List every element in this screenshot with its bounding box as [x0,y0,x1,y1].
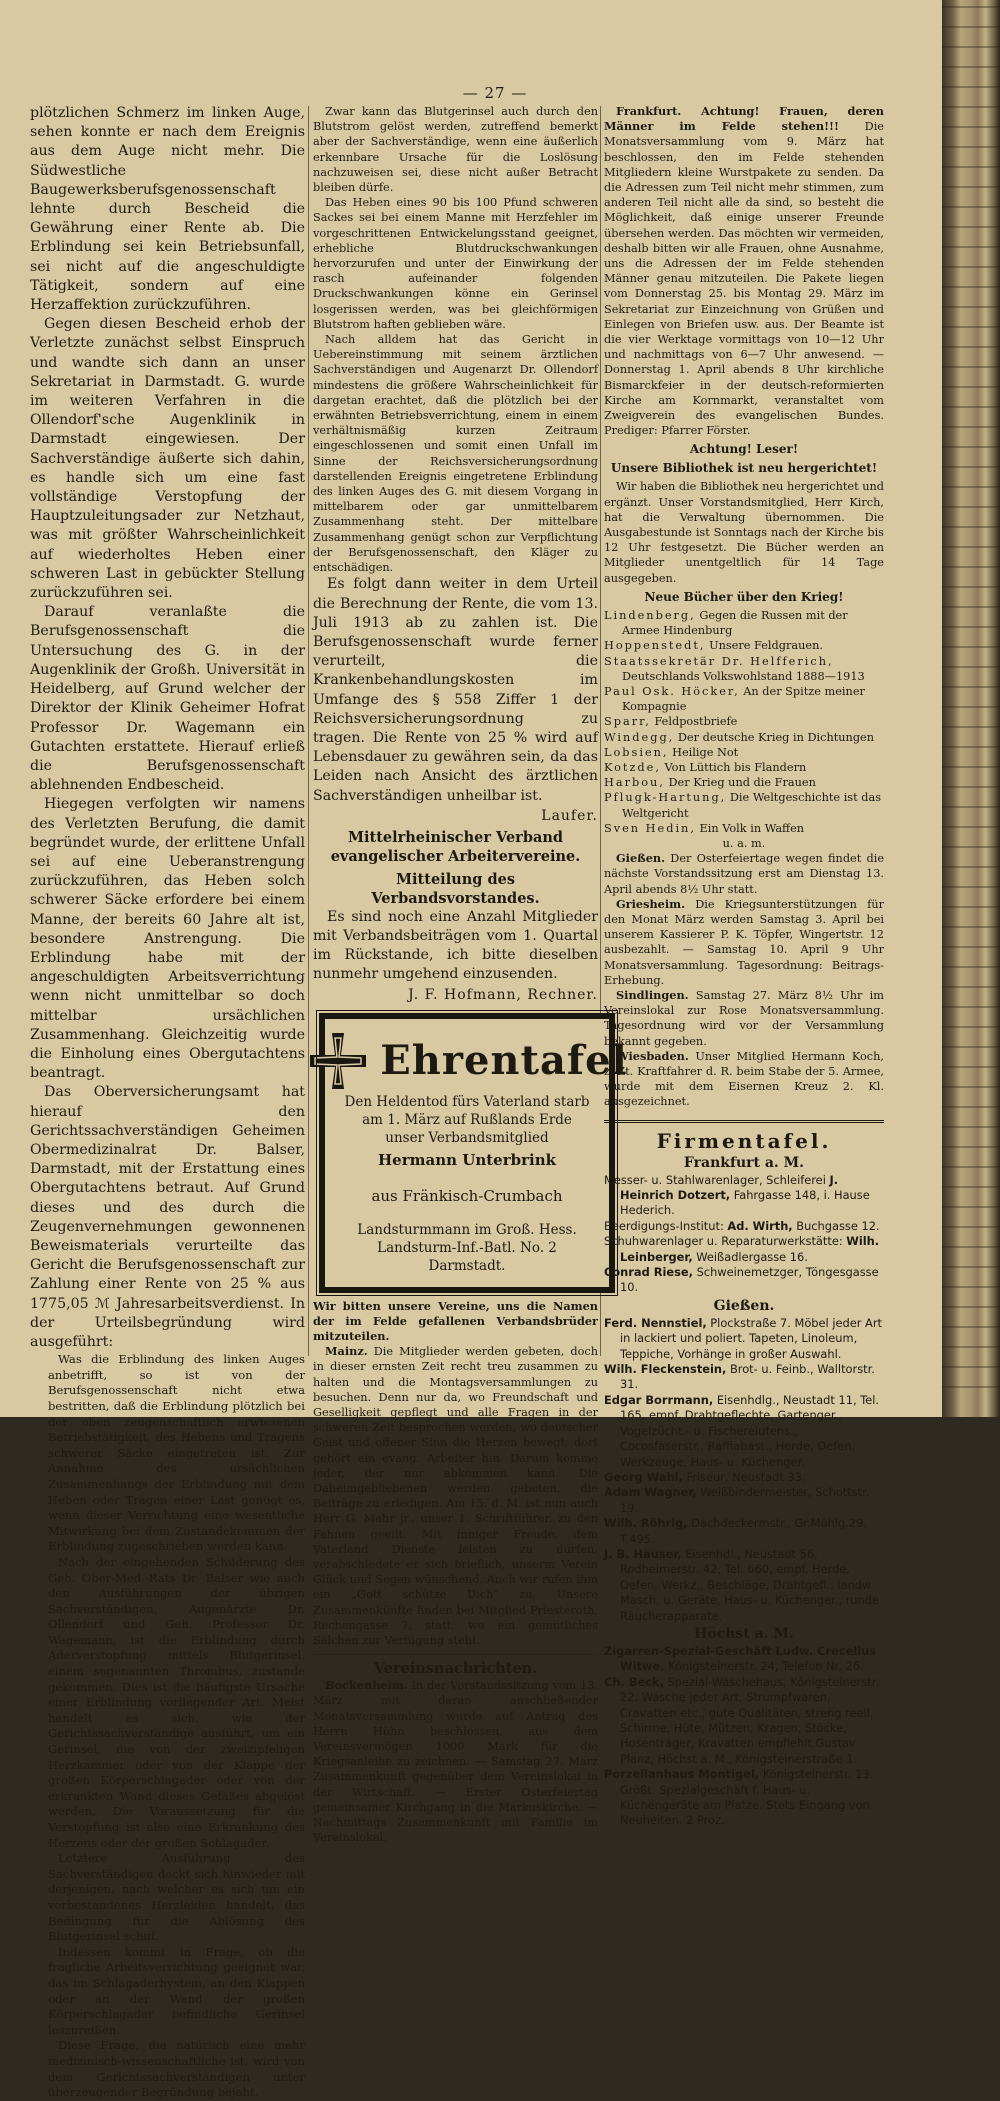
page-edge-strip [942,846,1000,848]
notice-label: Griesheim. [616,896,686,911]
section-heading: Mittelrheinischer Verband evangelischer Arbeitervereine. [330,828,581,865]
page-edge-strip [942,406,1000,408]
page-edge-strip [942,206,1000,208]
notice-text: Unser Mitglied Hermann Koch, z. Zt. Kraftfahrer d. R. beim Stabe der 5. Armee, wurde mit dem Eisernen Kreuz 2. Kl. ausgezeichnet. [604,1049,884,1109]
business-entry: Schuhwarenlager u. Reparaturwerkstätte: Wilh. Leinberger, Weißadlergasse 16. [604,1234,880,1264]
page-edge-strip [942,546,1000,548]
notice-label: Mainz. [325,1344,368,1359]
page-edge-strip [942,646,1000,648]
page-edge-strip [942,1326,1000,1328]
list-item: Harbou, Der Krieg und die Frauen [604,776,816,790]
business-entry: Porzellanhaus Montigel, Königsteinerstr. 13. Größt. Spezialgeschäft f. Haus- u. Küchengeräte am Platze. Stets Eingang von Neuheiten. 2 Proz. [604,1767,874,1828]
page-edge-strip [942,426,1000,428]
article-paragraph: Gegen diesen Bescheid erhob der Verletzte zunächst selbst Einspruch und wandte sich dann an unser Sekretariat in Darmstadt. G. wurde im weiteren Verfahren in die Ollendorf'sche Augenklinik in Darmstadt eingewiesen. Der Sachverständige äußerte sich dahin, es handle sich um eine fast vollständige Verstopfung der Hauptzuleitungsader zur Netzhaut, was mit größter Wahrscheinlichkeit auf wiederholtes Heben einer schweren Last in gebückter Stellung zurückzuführen sei. [30,316,305,602]
article-paragraph: plötzlichen Schmerz im linken Auge, sehen konnte er nach dem Ereignis aus dem Auge nicht mehr. Die Südwestliche Baugewerksberufsgenossenschaft lehnte durch Bescheid die Gewährung einer Rente ab. Die Erblindung sei kein Betriebsunfall, sei nicht auf die angeschuldigte Tätigkeit, sondern auf eine Herzaffektion zurückzuführen. [30,105,305,314]
page-edge-strip [942,926,1000,928]
business-entry: Wilh. Röhrig, Dachdeckermstr., Gr.Mühlg.29. T.495. [604,1516,867,1546]
notice-text: Die Kriegsunterstützungen für den Monat März werden Samstag 3. April bei unserem Kassierer P. K. Töpfer, Wingertstr. 12 ausbezahlt. — Samstag 10. April 9 Uhr Monatsversammlung. Tagesordnung: Beitrags-Erhebung. [604,897,884,987]
page-edge-strip [942,786,1000,788]
business-entry: J. B. Häuser, Eisenhdl., Neustadt 56, Rodheimerstr. 42, Tel. 660, empf. Herde, Oefen, Werkz., Beschläge, Drahtgefl., landw. Masch. u. Geräte, Haus- u. Küchenger., runde Räucherapparate. [604,1546,879,1623]
notice-label: Bockenheim. [325,1678,408,1693]
column-left [30,104,305,2100]
quoted-paragraph: Indessen kommt in Frage, ob die fragliche Arbeitsverrichtung geeignet war, das im Schlagaderhystem, an den Klappen oder an der Wand der großen Körperschlagader befindliche Gerinsel loszureißen. [48,1944,305,2037]
business-entry: Wilh. Fleckenstein, Brot- u. Feinb., Walltorstr. 31. [604,1362,875,1392]
page-edge-strip [942,966,1000,968]
quoted-paragraph: Was die Erblindung des linken Auges anbetrifft, so ist von der Berufsgenossenschaft nicht etwa bestritten, daß die Erblindung plötzlich bei der oben zeugenschaftlich erwiesenen Betriebstätigkeit, des Hebens und Tragens schwerer Säcke eingetreten ist. Zur Annahme des ursächlichen Zusammenhangs der Erblindung mit dem Heben oder Tragen einer Last genügt es, wenn dieser Verrichtung eine wesentliche Mitwirkung bei dem Zustandekommen der Erblindung zugeschrieben werden kann. [48,1352,305,1554]
page-edge-strip [942,346,1000,348]
page-edge-strip [942,106,1000,108]
page-edge-strip [942,366,1000,368]
page-edge-strip [942,566,1000,568]
page-edge-strip [942,766,1000,768]
page-edge-strip [942,126,1000,128]
page-edge-strip [942,1046,1000,1048]
page-edge-strip [942,486,1000,488]
section-subheading: Achtung! Leser! [689,442,799,457]
memorial-line: Landsturmmann im Groß. Hess. [357,1221,577,1238]
page-edge-strip [942,46,1000,48]
list-end: u. a. m. [722,836,766,850]
article-paragraph: Es folgt dann weiter in dem Urteil die Berechnung der Rente, die vom 13. Juli 1913 ab zu zahlen ist. Die Berufsgenossenschaft wurde ferner verurteilt, die Krankenbehandlungskosten im Umfange des § 558 Ziffer 1 der Reichsversicherungsordnung zu tragen. Die Rente von 25 % wird auf Lebensdauer zu gewähren sein, da das Leiden nach Ansicht des ärztlichen Sachverständigen unheilbar ist. [313,576,598,804]
section-subheading: Unsere Bibliothek ist neu hergerichtet! [610,461,878,476]
page-edge-strip [942,586,1000,588]
notice-text: Samstag 27. März 8½ Uhr im Vereinslokal zur Rose Monatsversammlung. Tagesordnung wird vor der Versammlung bekannt gegeben. [604,988,884,1048]
page-edge-strip [942,906,1000,908]
article-paragraph: Hiegegen verfolgten wir namens des Verletzten Berufung, die damit begründet wurde, der erlittene Unfall sei auf eine Ueberanstrengung zurückzuführen, das Heben solch schwerer Säcke erfordere bei einem Manne, der bereits 60 Jahre alt ist, besondere Anstrengung. Die Erblindung habe mit der angeschuldigten Arbeitsverrichtung wenn nicht unmittelbar so doch mittelbar ursächlichen Zusammenhang. Gleichzeitig wurde die Einholung eines Obergutachtens beantragt. [30,796,305,1082]
page-edge-strip [942,146,1000,148]
memorial-place: aus Fränkisch-Crumbach [371,1186,563,1205]
quoted-paragraph: Diese Frage, die natürlich eine mehr medizinisch-wissenschaftliche ist, wird von dem Gerichtssachverständigen unter überzeugender Begründung bejaht. [48,2038,305,2100]
list-item: Hoppenstedt, Unsere Feldgrauen. [604,639,823,653]
iron-cross-icon [306,1029,370,1093]
section-heading: Vereinsnachrichten. [313,1654,598,1678]
page-edge-strip [942,746,1000,748]
list-item: Sparr, Feldpostbriefe [604,715,738,729]
memorial-name: Hermann Unterbrink [378,1150,556,1169]
business-directory-title: Firmentafel. [604,1120,884,1153]
book-list [604,608,884,851]
page-edge-strip [942,686,1000,688]
page-edge-strip [942,246,1000,248]
page-edge-strip [942,1026,1000,1028]
article-paragraph: Darauf veranlaßte die Berufsgenossenschaft die Untersuchung des G. in der Augenklinik der Großh. Universität in Heidelberg, auf Grund welcher der Direktor der Klinik Geheimer Hofrat Professor Dr. Wagemann ein Gutachten erstattete. Hierauf erließ die Berufsgenossenschaft ablehnenden Endbescheid. [30,604,305,794]
city-heading: Gießen. [713,1297,775,1314]
page-edge-strip [942,1186,1000,1188]
quoted-paragraph: Das Heben eines 90 bis 100 Pfund schweren Sackes sei bei einem Manne mit Herzfehler im vorgeschrittenen Entwickelungsstand geeignet, erhebliche Blutdruckschwankungen hervorzurufen und unter der Einwirkung der rasch aufeinander folgenden Druckschwankungen könne ein Gerinsel losgerissen werden, was bei gleichförmigen Blutstrom haften geblieben wäre. [313,196,598,331]
page-edge-strip [942,806,1000,808]
notice-signature: J. F. Hofmann, Rechner. [408,986,598,1003]
page-edge-strip [942,1066,1000,1068]
notice-label: Sindlingen. [616,987,689,1002]
memorial-line: Landsturm-Inf.-Batl. No. 2 [377,1239,557,1256]
list-item: Staatssekretär Dr. Helfferich, Deutschlands Volkswohlstand 1888—1913 [604,654,865,683]
notice-paragraph: Es sind noch eine Anzahl Mitglieder mit Verbandsbeiträgen vom 1. Quartal im Rückstande, ich bitte dieselben nunmehr umgehend einzusenden. [313,908,598,983]
business-entry: Zigarren-Spezial-Geschäft Ludw. Crecelius Witwe, Königsteinerstr. 24, Telefon Nr. 26. [604,1643,876,1674]
book-binding-edge [942,0,1000,1417]
section-subheading: Mitteilung des Verbandsvorstandes. [371,870,540,907]
list-item: Kotzde, Von Lüttich bis Flandern [604,760,807,774]
page-edge-strip [942,706,1000,708]
page-edge-strip [942,626,1000,628]
business-entry: Conrad Riese, Schweinemetzger, Töngesgasse 10. [604,1265,879,1295]
notice-label: Wiesbaden. [616,1048,689,1063]
list-item: Windegg, Der deutsche Krieg in Dichtungen [604,730,875,744]
business-entry: Messer- u. Stahlwarenlager, Schleiferei J. Heinrich Dotzert, Fahrgasse 148, i. Hause Hederich. [604,1172,870,1218]
page-edge-strip [942,1086,1000,1088]
article-paragraph: Das Oberversicherungsamt hat hierauf den Gerichtssachverständigen Geheimen Obermedizinalrat Dr. Balser, Darmstadt, mit der Erstattung eines Obergutachtens betraut. Auf Grund dieses und des durch die Zeugenvernehmungen gewonnenen Beweismaterials verurteilte das Gericht die Berufsgenossenschaft zur Zahlung einer Rente von 25 % aus 1775,05 ℳ Jahresarbeitsverdienst. In der Urteilsbegründung wird ausgeführt: [30,1084,305,1350]
memorial-line: unser Verbandsmitglied [385,1129,549,1146]
page-edge-strip [942,6,1000,8]
page-edge-strip [942,466,1000,468]
page-edge-strip [942,1126,1000,1128]
page-edge-strip [942,506,1000,508]
page-edge-strip [942,1306,1000,1308]
author-signature: Laufer. [541,807,598,824]
page-edge-strip [942,166,1000,168]
page-edge-strip [942,1246,1000,1248]
page-edge-strip [942,26,1000,28]
column-rule-left [308,106,309,1356]
page-edge-strip [942,86,1000,88]
page-edge-strip [942,66,1000,68]
page-edge-strip [942,226,1000,228]
business-entry: Ch. Beck, Spezial-Wäschehaus, Königsteinerstr. 22. Wäsche jeder Art, Strumpfwaren, Cravatten etc., gute Qualitäten, streng reell. Schirme, Hüte, Mützen, Kragen, Stöcke, Hosenträger, Kravatten empfiehlt Gustav Planz, Höchst a. M., Königsteinerstraße 1. [604,1674,880,1766]
notice-label: Frankfurt. Achtung! Frauen, deren Männer im Felde stehen!!! [604,104,884,134]
list-item: Pflugk-Hartung, Die Weltgeschichte ist das Weltgericht [604,791,882,820]
page-edge-strip [942,666,1000,668]
page-edge-strip [942,386,1000,388]
page-edge-strip [942,1146,1000,1148]
page-edge-strip [942,266,1000,268]
business-entry: Beerdigungs-Institut: Ad. Wirth, Buchgasse 12. [604,1218,880,1233]
notice-text: Der Osterfeiertage wegen findet die nächste Vorstandssitzung erst am Dienstag 13. April abends 8½ Uhr statt. [604,852,885,896]
column-right [604,104,885,1828]
page-edge-strip [942,286,1000,288]
city-heading: Höchst a. M. [694,1625,794,1642]
page-edge-strip [942,1266,1000,1268]
page-edge-strip [942,306,1000,308]
list-item: Lindenberg, Gegen die Russen mit der Armee Hindenburg [604,608,848,638]
notice-text: Die Monatsversammlung vom 9. März hat beschlossen, den im Felde stehenden Mitgliedern kleine Wurstpakete zu senden. Da die Adressen zum Teil nicht mehr stimmen, zum anderen Teil nicht alle da sind, so besteht die Möglichkeit, daß einige unserer Freunde übersehen werden. Das möchten wir vermeiden, deshalb bitten wir alle Frauen, ohne Ausnahme, uns die Adressen der im Felde stehenden Männer genau mitzuteilen. Die Pakete liegen vom Donnerstag 25. bis Montag 29. März im Sekretariat zur Einzeichnung von Grüßen und Einlegen von Briefen usw. aus. Der Beamte ist die vier Werktage vormittags von 10—12 Uhr und nachmittags von 6—7 Uhr anwesend. — Donnerstag 1. April abends 8 Uhr kirchliche Bismarckfeier in der deutsch-reformierten Kirche am Kornmarkt, veranstaltet vom Zweigverein des evangelischen Bundes. Prediger: Pfarrer Förster. [604,120,884,438]
page-edge-strip [942,446,1000,448]
page-edge-strip [942,826,1000,828]
memorial-line: Darmstadt. [428,1257,506,1274]
page-edge-strip [942,1106,1000,1108]
page-edge-strip [942,866,1000,868]
memorial-notice [319,1013,628,1293]
page-edge-strip [942,1366,1000,1368]
page-edge-strip [942,1286,1000,1288]
page-edge-strip [942,1386,1000,1388]
notice-text: Die Mitglieder werden gebeten, doch in dieser ernsten Zeit recht treu zusammen zu halten und die Montagsversammlungen zu besuchen. Denn nur da, wo Freundschaft und Geselligkeit gepflegt und alle Fragen in der schweren Zeit besprochen werden, wo deutscher Geist und offener Sinn die Herzen bewegt, dort gehört ein evang. Arbeiter hin. Darum komme jeder, der nur abkommen kann. Die Daheimgebliebenen werden gebeten, die Beiträge zu erledigen. Am 15. d. M. ist nun auch Herr G. Mahr jr., unser 1. Schriftführer, zu den Fahnen geeilt. Mit inniger Freude, dem Vaterland Dienste leisten zu dürfen, verabschiedete er sich brieflich, unserm Verein Glück und Segen wünschend. Auch wir rufen ihm ein „Gott schütze Dich" zu. Unsere Zusammenkünfte finden bei Mitglied Priesteroth, Rechengasse 7, statt, wo ein gemütliches Sälchen zur Verfügung steht. [313,1345,598,1648]
memorial-line: Den Heldentod fürs Vaterland starb [344,1093,590,1110]
page-edge-strip [942,526,1000,528]
notice-label: Gießen. [616,851,666,866]
page-edge-strip [942,726,1000,728]
list-item: Lobsien, Heilige Not [604,745,739,759]
page-edge-strip [942,946,1000,948]
section-subheading: Neue Bücher über den Krieg! [644,589,844,604]
quoted-paragraph: Zwar kann das Blutgerinsel auch durch den Blutstrom gelöst werden, zutreffend bemerkt aber der Sachverständige, wenn eine äußerlich erkennbare Ursache für die Loslösung nachzuweisen sei, diese nicht außer Betracht bleiben dürfe. [313,105,598,195]
quoted-paragraph: Letztere Ausführung des Sachverständigen deckt sich hinwieder mit derjenigen, nach welcher es sich um ein vorbestandenes Herzleiden handelt, das Bedingung für die Ablösung des Blutgerinsel schuf. [48,1851,305,1944]
page-edge-strip [942,886,1000,888]
list-item: Paul Osk. Höcker, An der Spitze meiner Kompagnie [604,684,865,714]
city-heading: Frankfurt a. M. [683,1154,805,1171]
page-edge-strip [942,1346,1000,1348]
page-number: — 27 — [462,84,528,102]
business-entry: Georg Wahl, Friseur, Neustadt 33. [604,1469,806,1484]
page-edge-strip [942,1006,1000,1008]
page-edge-strip [942,986,1000,988]
page-edge-strip [942,186,1000,188]
page-edge-strip [942,326,1000,328]
business-entry: Edgar Borrmann, Eisenhdlg., Neustadt 11, Tel. 165, empf. Drahtgeflechte, Gartenger., Vogelzücht.- u. Fischereiutens., Cocosfaserstr., Raffiabast., Herde, Oefen, Werkzeuge, Haus- u. Küchenger. [604,1392,880,1469]
page-edge-strip [942,1206,1000,1208]
business-entry: Adam Wagner, Weißbindermeister, Schottstr. 19. [604,1485,870,1515]
quoted-paragraph: Nach alldem hat das Gericht in Uebereinstimmung mit seinem ärztlichen Sachverständigen und Augenarzt Dr. Ollendorf mindestens die größere Wahrscheinlichkeit für dargetan erachtet, daß die plötzlich bei der erwähnten Betriebsverrichtung, einem in einem verhältnismäßig kurzen Zeitraum eingeschlossenen und somit einen Unfall im Sinne der Reichsversicherungsordnung darstellenden Ereignis eingetretene Erblindung des linken Auges des G. mit diesem Vorgang in mittelbarem oder gar unmittelbarem Zusammenhang steht. Der mittelbare Zusammenhang genügt schon zur Verpflichtung der Berufsgenossenschaft, den Kläger zu entschädigen. [313,333,598,575]
column-middle [313,104,628,1845]
appeal-text: Wir bitten unsere Vereine, uns die Namen der im Felde gefallenen Verbandsbrüder mitzuteilen. [313,1298,598,1343]
page-edge-strip [942,1226,1000,1228]
quoted-paragraph: Nach der eingehenden Schilderung des Geh. Ober-Med.-Rats Dr. Balser wie auch den Ausführungen der übrigen Sachverständigen, Augenärzte Dr. Ollendorf und Geh. Professor Dr. Wagemann, ist die Erblindung durch Aderverstopfung mittels Blutgerinsel, einem sogenannten Thrombus, zustande gekommen. Dies ist die häufigste Ursache einer Erblindung vorliegender Art. Meist handelt es sich, wie der Gerichtssachverständige ausführt, um ein Gerinsel, die von der zweizipfeligen Herzkammer oder von der Klappe der großen Körperschlagader oder von der erkrankten Wand dieses Gefäßes abgelöst werden. Die Voraussetzung für die Verstopfung ist also eine Erkrankung des Herzens oder der großen Schlagader. [48,1554,305,1850]
memorial-title: Ehrentafel [380,1037,628,1085]
notice-text: Wir haben die Bibliothek neu hergerichtet und ergänzt. Unser Vorstandsmitglied, Herr Kirch, hat die Verwaltung übernommen. Die Ausgabestunde ist Sonntags nach der Kirche bis 12 Uhr festgesetzt. Die Bücher werden an Mitglieder unentgeltlich für 14 Tage ausgegeben. [604,480,884,585]
notice-text: In der Vorstandssitzung vom 13. März mit daran anschließender Monatsversammlung wurde auf Antrag des Herrn Hühn beschlossen, aus dem Vereinsvermögen 1000 Mark für die Kriegsanleihe zu zeichnen. — Samstag 27. März Zusammenkunft gegenüber dem Vereinslokal in der Wirtschaft. — Erster Osterfeiertag gemeinsamer Kirchgang in die Markuskirche. — Nachmittags Zusammenkunft mit Familie im Vereinslokal. [313,1679,599,1845]
business-entry: Ferd. Nennstiel, Plockstraße 7. Möbel jeder Art in lackiert und poliert. Tapeten, Linoleum, Teppiche, Vorhänge in großer Auswahl. [604,1315,882,1361]
memorial-line: am 1. März auf Rußlands Erde [362,1111,572,1128]
page-edge-strip [942,606,1000,608]
page-edge-strip [942,1166,1000,1168]
list-item: Sven Hedin, Ein Volk in Waffen [604,821,805,835]
